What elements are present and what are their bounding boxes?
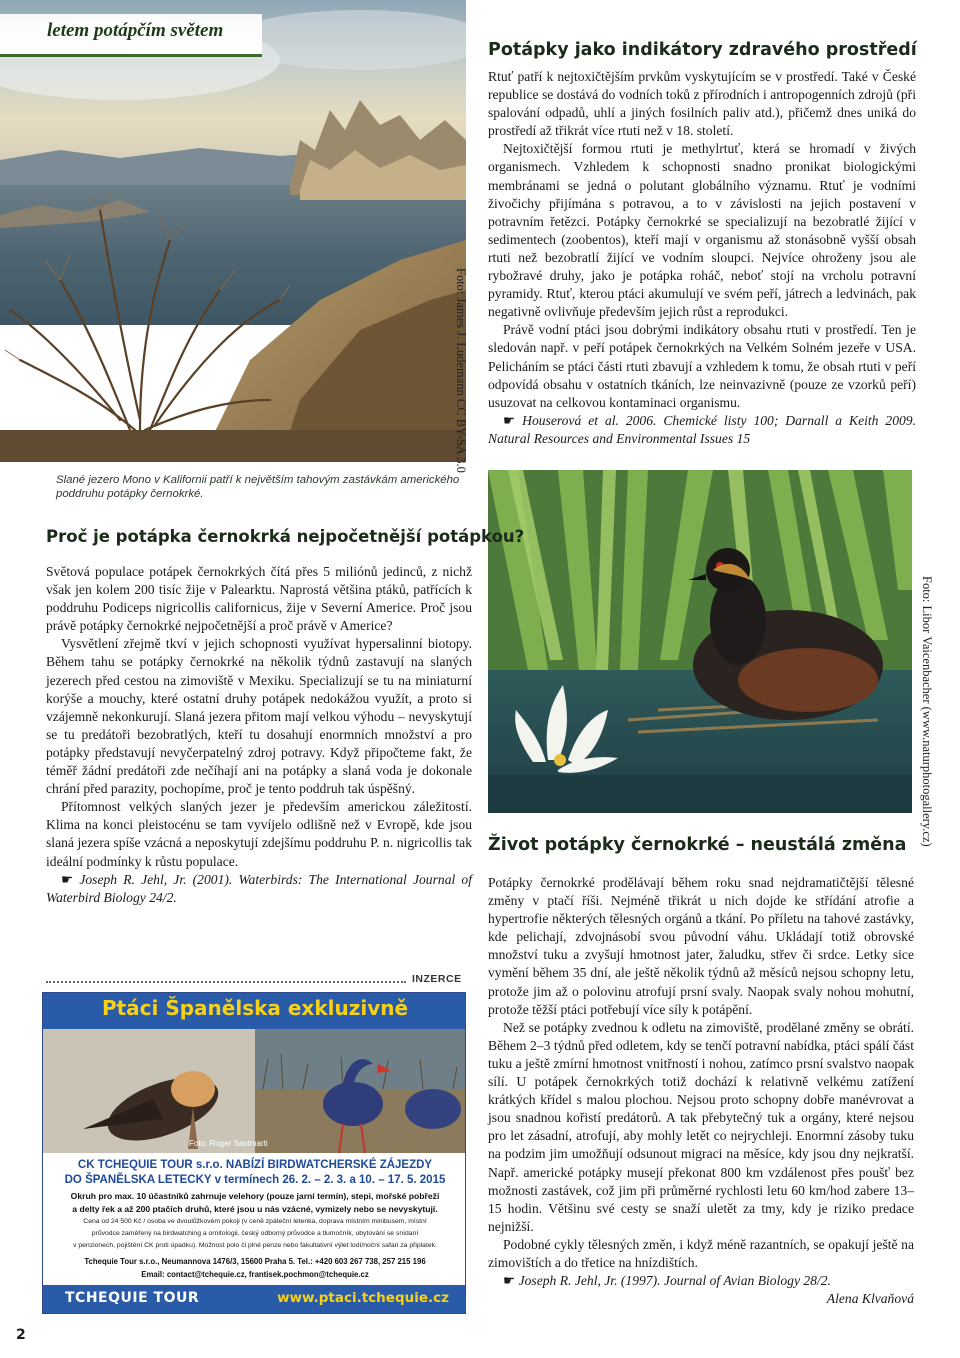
paragraph: Potápky černokrké prodělávají během roku snad nejdramatičtější tělesné změny v ptačí říši. Nejméně třikrát u nich dojde ke střídání atrofie a hypertrofie některých tělesných orgánů a tkání. Po příletu na tahové zastávky, kde pelichají, zdvojnásobí svou původní váhu. Ukládají totiž obrovské množství tuku a zvyšují hmotnost jater, žaludku, střev či srdce. Letky sice vymění během 35 dní, ale ještě několik týdnů až měsíců nejsou schopny letu, protože jim až o polovinu atrofují prsní svaly. Naopak svaly nohou mohutní, protože těžší ptáci potřebují více síly k potápění. [488, 875, 914, 1017]
reference-text: Joseph R. Jehl, Jr. (1997). Journal of Avian Biology 28/2. [518, 1273, 831, 1289]
article-left-title: Proč je potápka černokrká nejpočetnější potápkou? [46, 527, 525, 546]
pointing-hand-icon: ☛ [61, 871, 80, 887]
page-number: 2 [16, 1327, 26, 1343]
ad-label: INZERCE [412, 973, 462, 985]
ad-line-6: průvodce zaměřený na birdwatching a ornitologii, český odborný průvodce a tlumočník, ubytování se snídaní [91, 1230, 419, 1237]
ad-line-8: Tchequie Tour s.r.o., Neumannova 1476/3, 15600 Praha 5. Tel.: +420 603 267 738, 257 215 196 [84, 1257, 426, 1266]
reference-text: Houserová et al. 2006. Chemické listy 100; Darnall a Keith 2009. Natural Resources and Environmental Issues 15 [488, 412, 916, 446]
pointing-hand-icon: ☛ [503, 412, 523, 428]
ad-line-4: a delty řek a až 200 ptačích druhů, které jsou u nás vzácné, vymizely nebo se nevyskytují. [72, 1204, 438, 1214]
reference [488, 1272, 914, 1290]
ad-divider [46, 981, 406, 983]
article-right-body [488, 874, 914, 1308]
ad-line-9[interactable]: Email: contact@tchequie.cz, frantisek.pochmon@tchequie.cz [141, 1270, 369, 1279]
paragraph: Rtuť patří k nejtoxičtějším prvkům vyskytujícím se v prostředí. Také v České republice se dostává do vodních toků z přírodních i antropogenních zdrojů (při spalování odpadů, uhlí a jiných fosilních paliv atd.), přičemž dnes uniká do prostředí až třikrát více rtuti než v 18. století. [488, 69, 916, 139]
grebe-photo-credit: Foto: Libor Vaicenbacher (www.naturphotogallery.cz) [920, 576, 934, 847]
ad-line-7: v penzionech, pojištění CK proti úpadku). Možnost polo či plné penze nebo fakultativní výlet lodí/noční safari za připlatek. [73, 1242, 437, 1249]
ad-url[interactable]: www.ptaci.tchequie.cz [277, 1290, 449, 1306]
ad-line-2: DO ŠPANĚLSKA LETECKY v termínech 26. 2. – 2. 3. a 10. – 17. 5. 2015 [64, 1174, 446, 1186]
ad-line-3: Okruh pro max. 10 účastníků zahrnuje velehory (pouze jarní termín), stepi, mořské pobřeží [70, 1191, 440, 1201]
article-left-body [46, 563, 472, 907]
ad-photo-credit: Foto: Roger Santmarti [189, 1139, 268, 1148]
paragraph: Přítomnost velkých slaných jezer je především americkou záležitostí. Klima na konci pleistocénu se tam vyvíjelo odlišně než v Evropě, kde jsou slaná jezera spíše vzácná a neposkytují zdejšímu poddruhu P. n. nigricollis tak ideální podmínky k růstu populace. [46, 799, 472, 869]
ad-photo-illustration [43, 1029, 466, 1153]
paragraph: Právě vodní ptáci jsou dobrými indikátory obsahu rtuti v prostředí. Ten je sledován např. v peří potápek černokrkých na Velkém Solném jezeře v USA. Pelicháním se ptáci části rtuti zbavují a vzhledem k tomu, že obsah rtuti v peří odpovídá obsahu v ostatních tkáních, lze neinvazivně (pouze ze vzorků peří) usuzovat na celkovou kontaminaci organismu. [488, 322, 916, 410]
lake-photo-credit: Foto: James J. Ludemann CC BY-SA 3.0 [454, 268, 468, 473]
ad-photo [43, 1029, 466, 1153]
reference [488, 412, 916, 448]
advertisement[interactable] [42, 992, 466, 1314]
lake-photo [0, 0, 466, 462]
paragraph: Vysvětlení zřejmě tkví v jejich schopnosti využívat hypersalinní biotopy. Během tahu se potápky černokrké na několik týdnů zastavují na slaných jezerech před cestou na zimoviště v Mexiku. Specializují se tu na miniaturní korýše a mouchy, které ostatní druhy potápek nedokážou využít, a proto si vzájemně nekonkurují. Slaná jezera přitom mají velkou výhodu – nevyskytují se tu predátoři bezobratlých, kteří tu dosahují enormních množství a pro potápky představují nevyčerpatelný zdroj potravy. Když připočteme fakt, že téměř žádní predátoři zde nečíhají ani na potápky a slaná voda je dokonale chrání před parazity, pochopíme, proč je tento poddruh tak úspěšný. [46, 636, 472, 797]
article-top-title: Potápky jako indikátory zdravého prostředí [488, 40, 917, 60]
article-right-title: Život potápky černokrké – neustálá změna [488, 835, 907, 855]
article-top-body [488, 68, 916, 448]
lake-photo-caption: Slané jezero Mono v Kalifornii patří k největším tahovým zastávkám amerického poddruhu potápky černokrké. [56, 474, 460, 500]
grebe-photo-illustration [488, 470, 912, 813]
pointing-hand-icon: ☛ [503, 1273, 519, 1289]
paragraph: Světová populace potápek černokrkých čítá přes 5 miliónů jedinců, z nichž však jen kolem 200 tisíc žije v Palearktu. Naprostá většina ptáků, patřících k poddruhu Podiceps nigricollis californicus, žije v Severní Americe. Proč jsou právě potápky černokrké nejpočetnější a proč právě v Americe? [46, 564, 472, 634]
ad-headline: Ptáci Španělska exkluzivně [101, 996, 409, 1020]
ad-line-1: CK TCHEQUIE TOUR s.r.o. NABÍZÍ BIRDWATCHERSKÉ ZÁJEZDY [77, 1159, 433, 1171]
ad-line-5: Cena od 24 500 Kč / osoba ve dvoulůžkovém pokoji (v ceně zpáteční letenka, doprava místním minibusem, místní [83, 1218, 427, 1225]
section-title: letem potápčím světem [47, 20, 224, 41]
lake-photo-illustration [0, 0, 466, 462]
paragraph: Podobné cykly tělesných změn, i když méně razantních, se opakují ještě na zimovištích a do třetice na hnízdištích. [488, 1236, 914, 1270]
grebe-photo [488, 470, 912, 813]
author: Alena Klvaňová [826, 1291, 914, 1307]
ad-logo: TCHEQUIE TOUR [65, 1290, 200, 1306]
paragraph: Než se potápky zvednou k odletu na zimoviště, prodělané změny se obrátí. Během 2–3 týdnů před odletem, kdy se tenčí potravní nabídka, ptáci spálí část tuku a ještě zmírní hmotnost vnitřností i nohou, zatímco prsní svalstvo naopak sílí. U potápek černokrkých totiž dochází k relativně velkému zatížení krátkých křídel s malou plochou. Nejsou proto schopny dobře manévrovat a jsou snadnou kořistí predátorů. A tak přebytečný tuk a orgány, které nejsou pro let zásadní, atrofují, aby mohly letět co nejrychleji. Enormní zásoby tuku na podzim jim umožňují odsunout migraci na měsíce, kdy jsou dny nejkratší. Např. americké potápky musejí překonat 800 km vzdálenost přes poušť bez možnosti zastávek, což jim při průměrné rychlosti letu 60 km/hod zabere 13–15 hodin. Většinu své cesty se snaží uletět za tmy, kdy je riziko predace nejnižší. [488, 1019, 914, 1234]
paragraph: Nejtoxičtější formou rtuti je methylrtuť, která se hromadí v živých organismech. Vzhledem k schopnosti snadno pronikat biologickými membránami se jedná o polutant globálního významu. Rtuť je vodními živočichy přijímána s potravou, a to v závislosti na jejich postavení v potravním řetězci. Potápky černokrké se specializují na bezobratlé žijící v sedimentech (zoobentos), kteří mají v organismu až stonásobně vyšší obsah rtuti než bezobratlí žijící ve vodním sloupci. Nejvíce ohroženy jsou ale rybožravé druhy, jako je potápka roháč, neboť stojí na vrcholu potravní pyramidy. Rtuť, kterou ptáci akumulují ve svém peří, játrech a ledvinách, pak negativně ovlivňuje především jejich růst a reprodukci. [488, 141, 916, 320]
reference [46, 871, 472, 907]
reference-text: Joseph R. Jehl, Jr. (2001). Waterbirds: The International Journal of Waterbird Biology 24/2. [46, 871, 472, 905]
